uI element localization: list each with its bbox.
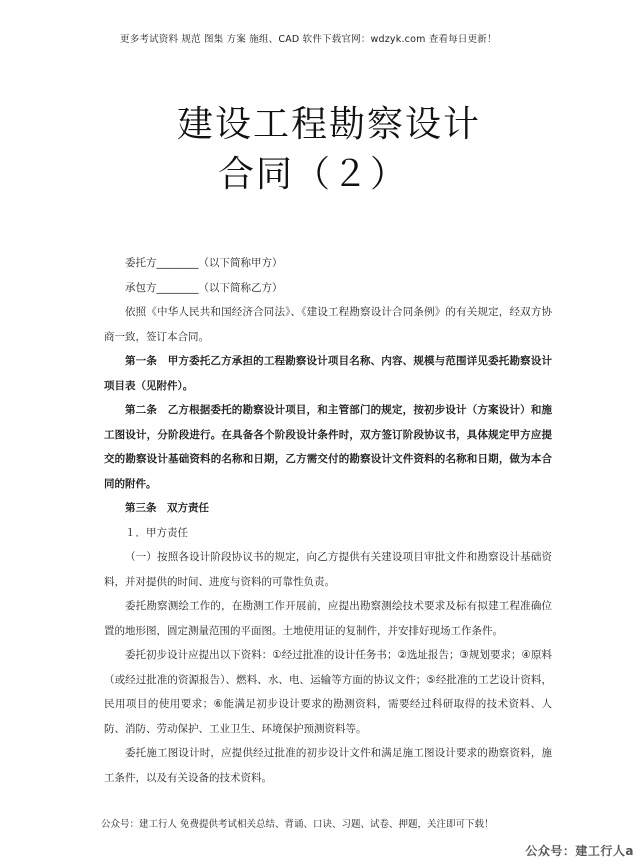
- party-a-duties-heading: １．甲方责任: [125, 526, 188, 539]
- article-2-paragraph: 第二条 乙方根据委托的勘察设计项目，和主管部门的规定，按初步设计（方案设计）和施工图设计，分阶段进行。在具备各个阶段设计条件时，双方签订阶段协议书，具体规定甲方应提交的勘察设计基础资料的名称和日期，乙方需交付的勘察设计文件资料的名称和日期，做为本合同的附件。: [104, 404, 552, 490]
- contractor-party-line: 承包方________（以下简称乙方）: [125, 281, 283, 294]
- preliminary-design-paragraph: 委托初步设计应提出以下资料：①经过批准的设计任务书；②选址报告；③规划要求；④原料（或经过批准的资源报告）、燃料、水、电、运输等方面的协议文件；⑤经批准的工艺设计资料，民用项目的使用要求；⑥能满足初步设计要求的勘测资料，需要经过科研取得的技术资料、人防、消防、劳动保护、工业卫生、环境保护预测资料等。: [104, 649, 552, 735]
- document-title-line-2: 合同（２）: [217, 154, 408, 195]
- article-1-paragraph: 第一条 甲方委托乙方承担的工程勘察设计项目名称、内容、规模与范围详见委托勘察设计项目表（见附件）。: [104, 355, 552, 392]
- client-party-line: 委托方________（以下简称甲方）: [125, 257, 283, 269]
- footer-promo-note: 公众号：建工行人 免费提供考试相关总结、背诵、口诀、习题、试卷、押题，关注即可下载！: [101, 819, 494, 830]
- preamble-paragraph: 依照《中华人民共和国经济合同法》、《建设工程勘察设计合同条例》的有关规定，经双方协商一致，签订本合同。: [104, 306, 552, 343]
- contract-body: [104, 251, 552, 790]
- watermark-label: 公众号：建工行人a: [525, 844, 634, 858]
- header-download-note: 更多考试资料 规范 图集 方案 施组、CAD 软件下载官网：wdzyk.com 查看每日更新！: [120, 34, 497, 45]
- document-title-line-1: 建设工程勘察设计: [176, 104, 481, 145]
- survey-commission-paragraph: 委托勘察测绘工作的，在勘测工作开展前，应提出勘察测绘技术要求及标有拟建工程准确位置的地形图，圆定测量范围的平面图。土地使用证的复制件，并安排好现场工作条件。: [104, 600, 552, 637]
- duty-item-1-paragraph: （一）按照各设计阶段协议书的规定，向乙方提供有关建设项目审批文件和勘察设计基础资料，并对提供的时间、进度与资料的可靠性负责。: [104, 551, 552, 588]
- article-3-heading: 第三条 双方责任: [125, 502, 209, 514]
- construction-drawing-paragraph: 委托施工图设计时，应提供经过批准的初步设计文件和满足施工图设计要求的勘察资料，施工条件，以及有关设备的技术资料。: [104, 747, 552, 784]
